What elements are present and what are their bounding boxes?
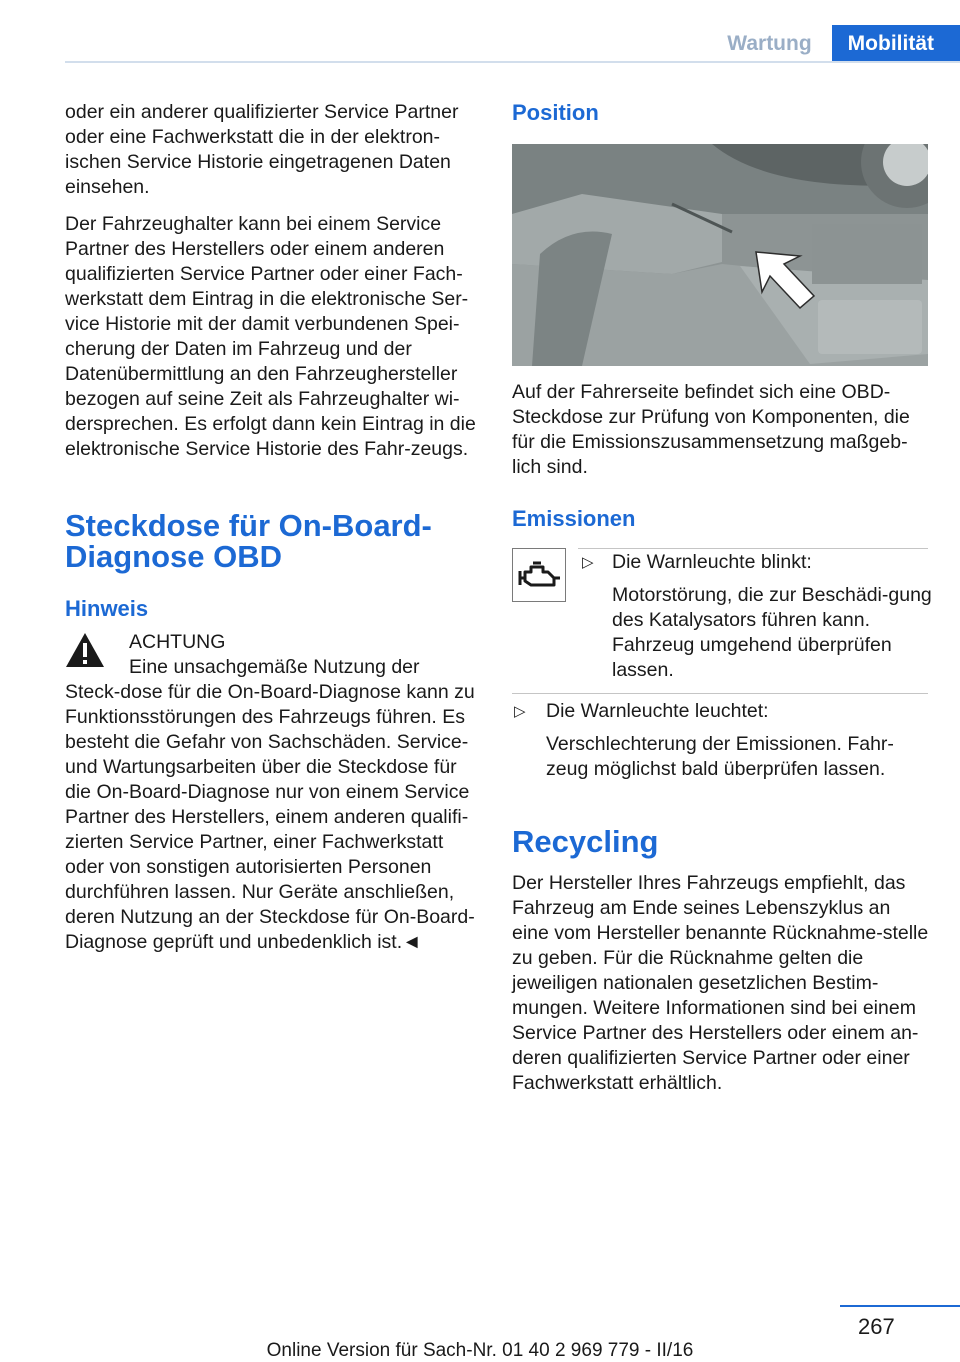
page-number: 267 [858, 1314, 895, 1339]
section-title-line1: Steckdose für On-Board- [65, 508, 432, 543]
header-rule [65, 61, 960, 63]
section-title-obd [65, 510, 480, 572]
triangle-bullet-icon: ▷ [582, 554, 594, 571]
right-column [512, 100, 932, 1096]
emissionen-heading: Emissionen [512, 506, 636, 531]
item1-title: Die Warnleuchte blinkt: [612, 551, 812, 573]
hinweis-heading: Hinweis [65, 596, 149, 621]
obd-position-photo [512, 144, 928, 366]
position-heading: Position [512, 100, 599, 125]
online-version-note: Online Version für Sach-Nr. 01 40 2 969 779 - II/16 [266, 1340, 694, 1361]
item2-title: Die Warnleuchte leuchtet: [546, 700, 769, 722]
item2-text: Verschlechterung der Emissionen. Fahr-zeug möglichst bald überprüfen lassen. [546, 733, 894, 780]
paragraph-fahrzeughalter: Der Fahrzeughalter kann bei einem Service Partner des Herstellers oder einem anderen qualifizierten Service Partner oder einer Fach-werkstatt dem Eintrag in die elektronische Ser-vice Historie mit der damit verbundenen Spei-cherung der Daten im Fahrzeug und der Datenübermittlung an den Fahrzeughersteller bezogen auf seine Zeit als Fahrzeughalter wi-dersprechen. Es erfolgt dann kein Eintrag in die elektronische Service Historie des Fahr-zeugs. [65, 213, 476, 460]
tab-mobilitaet[interactable]: Mobilität [832, 25, 960, 62]
triangle-bullet-icon: ▷ [514, 703, 526, 720]
warning-block [65, 630, 480, 955]
emissionen-list [512, 548, 932, 782]
header-tabs [707, 25, 960, 62]
position-text: Auf der Fahrerseite befindet sich eine OBD-Steckdose zur Prüfung von Komponenten, die für die Emissionszusammensetzung maßgeb-lich sind. [512, 381, 910, 478]
paragraph-service-historie: oder ein anderer qualifizierter Service Partner oder eine Fachwerkstatt die in der elektron-ischen Service Historie eingetragenen Daten einsehen. [65, 101, 459, 198]
section-title-line2: Diagnose OBD [65, 539, 283, 574]
recycling-text: Der Hersteller Ihres Fahrzeugs empfiehlt, das Fahrzeug am Ende seines Lebenszyklus an eine vom Hersteller benannte Rücknahme-stelle zu geben. Für die Rücknahme gelten die jeweiligen nationalen gesetzlichen Bestim-mungen. Weitere Informationen sind bei einem Service Partner des Herstellers oder einem an-deren qualifizierten Service Partner oder einer Fachwerkstatt erhältlich. [512, 872, 929, 1094]
warning-text: Eine unsachgemäße Nutzung der Steck-dose für die On-Board-Diagnose kann zu Funktionsstörungen des Fahrzeugs führen. Es besteht die Gefahr von Sachschäden. Service- und Wartungsarbeiten über die Steckdose für die On-Board-Diagnose nur von einem Service Partner des Herstellers, einem anderen qualifi-zierten Service Partner, einer Fachwerkstatt oder von sonstigen autorisierten Personen durchführen lassen. Nur Geräte anschließen, deren Nutzung an der Steckdose für On-Board-Diagnose geprüft und unbedenklich ist.◄ [65, 656, 475, 953]
list-item-leuchtet [512, 693, 932, 782]
list-separator-2 [512, 693, 928, 694]
warning-triangle-icon [65, 632, 105, 668]
recycling-heading: Recycling [512, 824, 659, 859]
warning-label: ACHTUNG [129, 631, 226, 653]
footer-rule [840, 1305, 960, 1307]
left-column [65, 100, 480, 955]
list-item-blinkt [512, 548, 932, 683]
tab-wartung[interactable]: Wartung [707, 25, 831, 62]
item1-text: Motorstörung, die zur Beschädi-gung des Katalysators führen kann. Fahrzeug umgehend überprüfen lassen. [612, 584, 932, 681]
